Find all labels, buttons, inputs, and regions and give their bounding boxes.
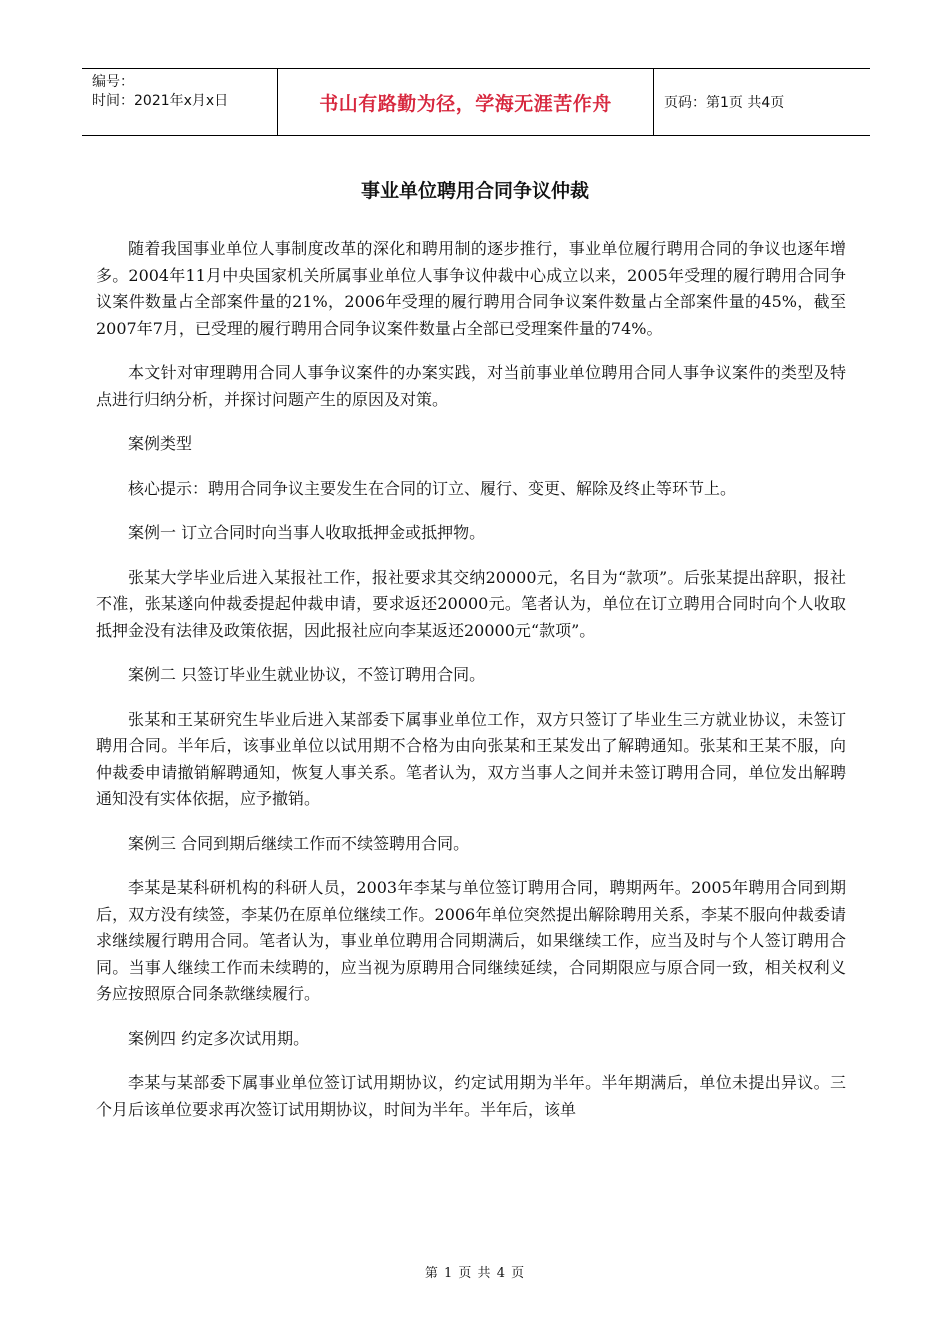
time-label: 时间：2021年x月x日 [92, 93, 229, 109]
page-footer: 第 1 页 共 4 页 [424, 1266, 526, 1281]
case-heading: 案例三 合同到期后继续工作而不续签聘用合同。 [128, 833, 470, 853]
paragraph: 李某与某部委下属事业单位签订试用期协议，约定试用期为半年。半年期满后，单位未提出异议。三个月后该单位要求再次签订试用期协议，时间为半年。半年后，该单 [96, 1073, 846, 1119]
header-info-cell [82, 69, 278, 135]
case-heading: 案例一 订立合同时向当事人收取抵押金或抵押物。 [128, 523, 486, 542]
document-header [82, 68, 870, 136]
document-title: 事业单位聘用合同争议仲裁 [360, 180, 589, 202]
header-motto: 书山有路勤为径，学海无涯苦作舟 [278, 69, 654, 135]
paragraph: 核心提示：聘用合同争议主要发生在合同的订立、履行、变更、解除及终止等环节上。 [128, 478, 737, 498]
case-heading: 案例四 约定多次试用期。 [128, 1028, 310, 1048]
paragraph: 随着我国事业单位人事制度改革的深化和聘用制的逐步推行，事业单位履行聘用合同的争议也逐年增多。2004年11月中央国家机关所属事业单位人事争议仲裁中心成立以来，2005年受理的履行聘用合同争议案件数量占全部案件量的21%，2006年受理的履行聘用合同争议案件数量占全部案件量的45%，截至2007年7月，已受理的履行聘用合同争议案件数量占全部已受理案件量的74%。 [96, 239, 846, 338]
paragraph: 张某大学毕业后进入某报社工作，报社要求其交纳20000元，名目为“款项”。后张某提出辞职，报社不准，张某遂向仲裁委提起仲裁申请，要求返还20000元。笔者认为，单位在订立聘用合同时向个人收取抵押金没有法律及政策依据，因此报社应向李某返还20000元“款项”。 [96, 567, 846, 640]
case-heading: 案例二 只签订毕业生就业协议，不签订聘用合同。 [128, 665, 486, 684]
document-body [96, 236, 846, 1141]
section-heading: 案例类型 [128, 434, 193, 453]
paragraph: 李某是某科研机构的科研人员，2003年李某与单位签订聘用合同，聘期两年。2005年聘用合同到期后，双方没有续签，李某仍在原单位继续工作。2006年单位突然提出解除聘用关系，李某不服向仲裁委请求继续履行聘用合同。笔者认为，事业单位聘用合同期满后，如果继续工作，应当及时与个人签订聘用合同。当事人继续工作而未续聘的，应当视为原聘用合同继续延续，合同期限应与原合同一致，相关权利义务应按照原合同条款继续履行。 [96, 878, 846, 1003]
header-page-info: 页码：第1页 共4页 [664, 95, 785, 111]
number-label: 编号： [92, 74, 134, 90]
paragraph: 张某和王某研究生毕业后进入某部委下属事业单位工作，双方只签订了毕业生三方就业协议，未签订聘用合同。半年后，该事业单位以试用期不合格为由向张某和王某发出了解聘通知。张某和王某不服，向仲裁委申请撤销解聘通知，恢复人事关系。笔者认为，双方当事人之间并未签订聘用合同，单位发出解聘通知没有实体依据，应予撤销。 [96, 709, 846, 808]
paragraph: 本文针对审理聘用合同人事争议案件的办案实践，对当前事业单位聘用合同人事争议案件的类型及特点进行归纳分析，并探讨问题产生的原因及对策。 [96, 363, 846, 409]
